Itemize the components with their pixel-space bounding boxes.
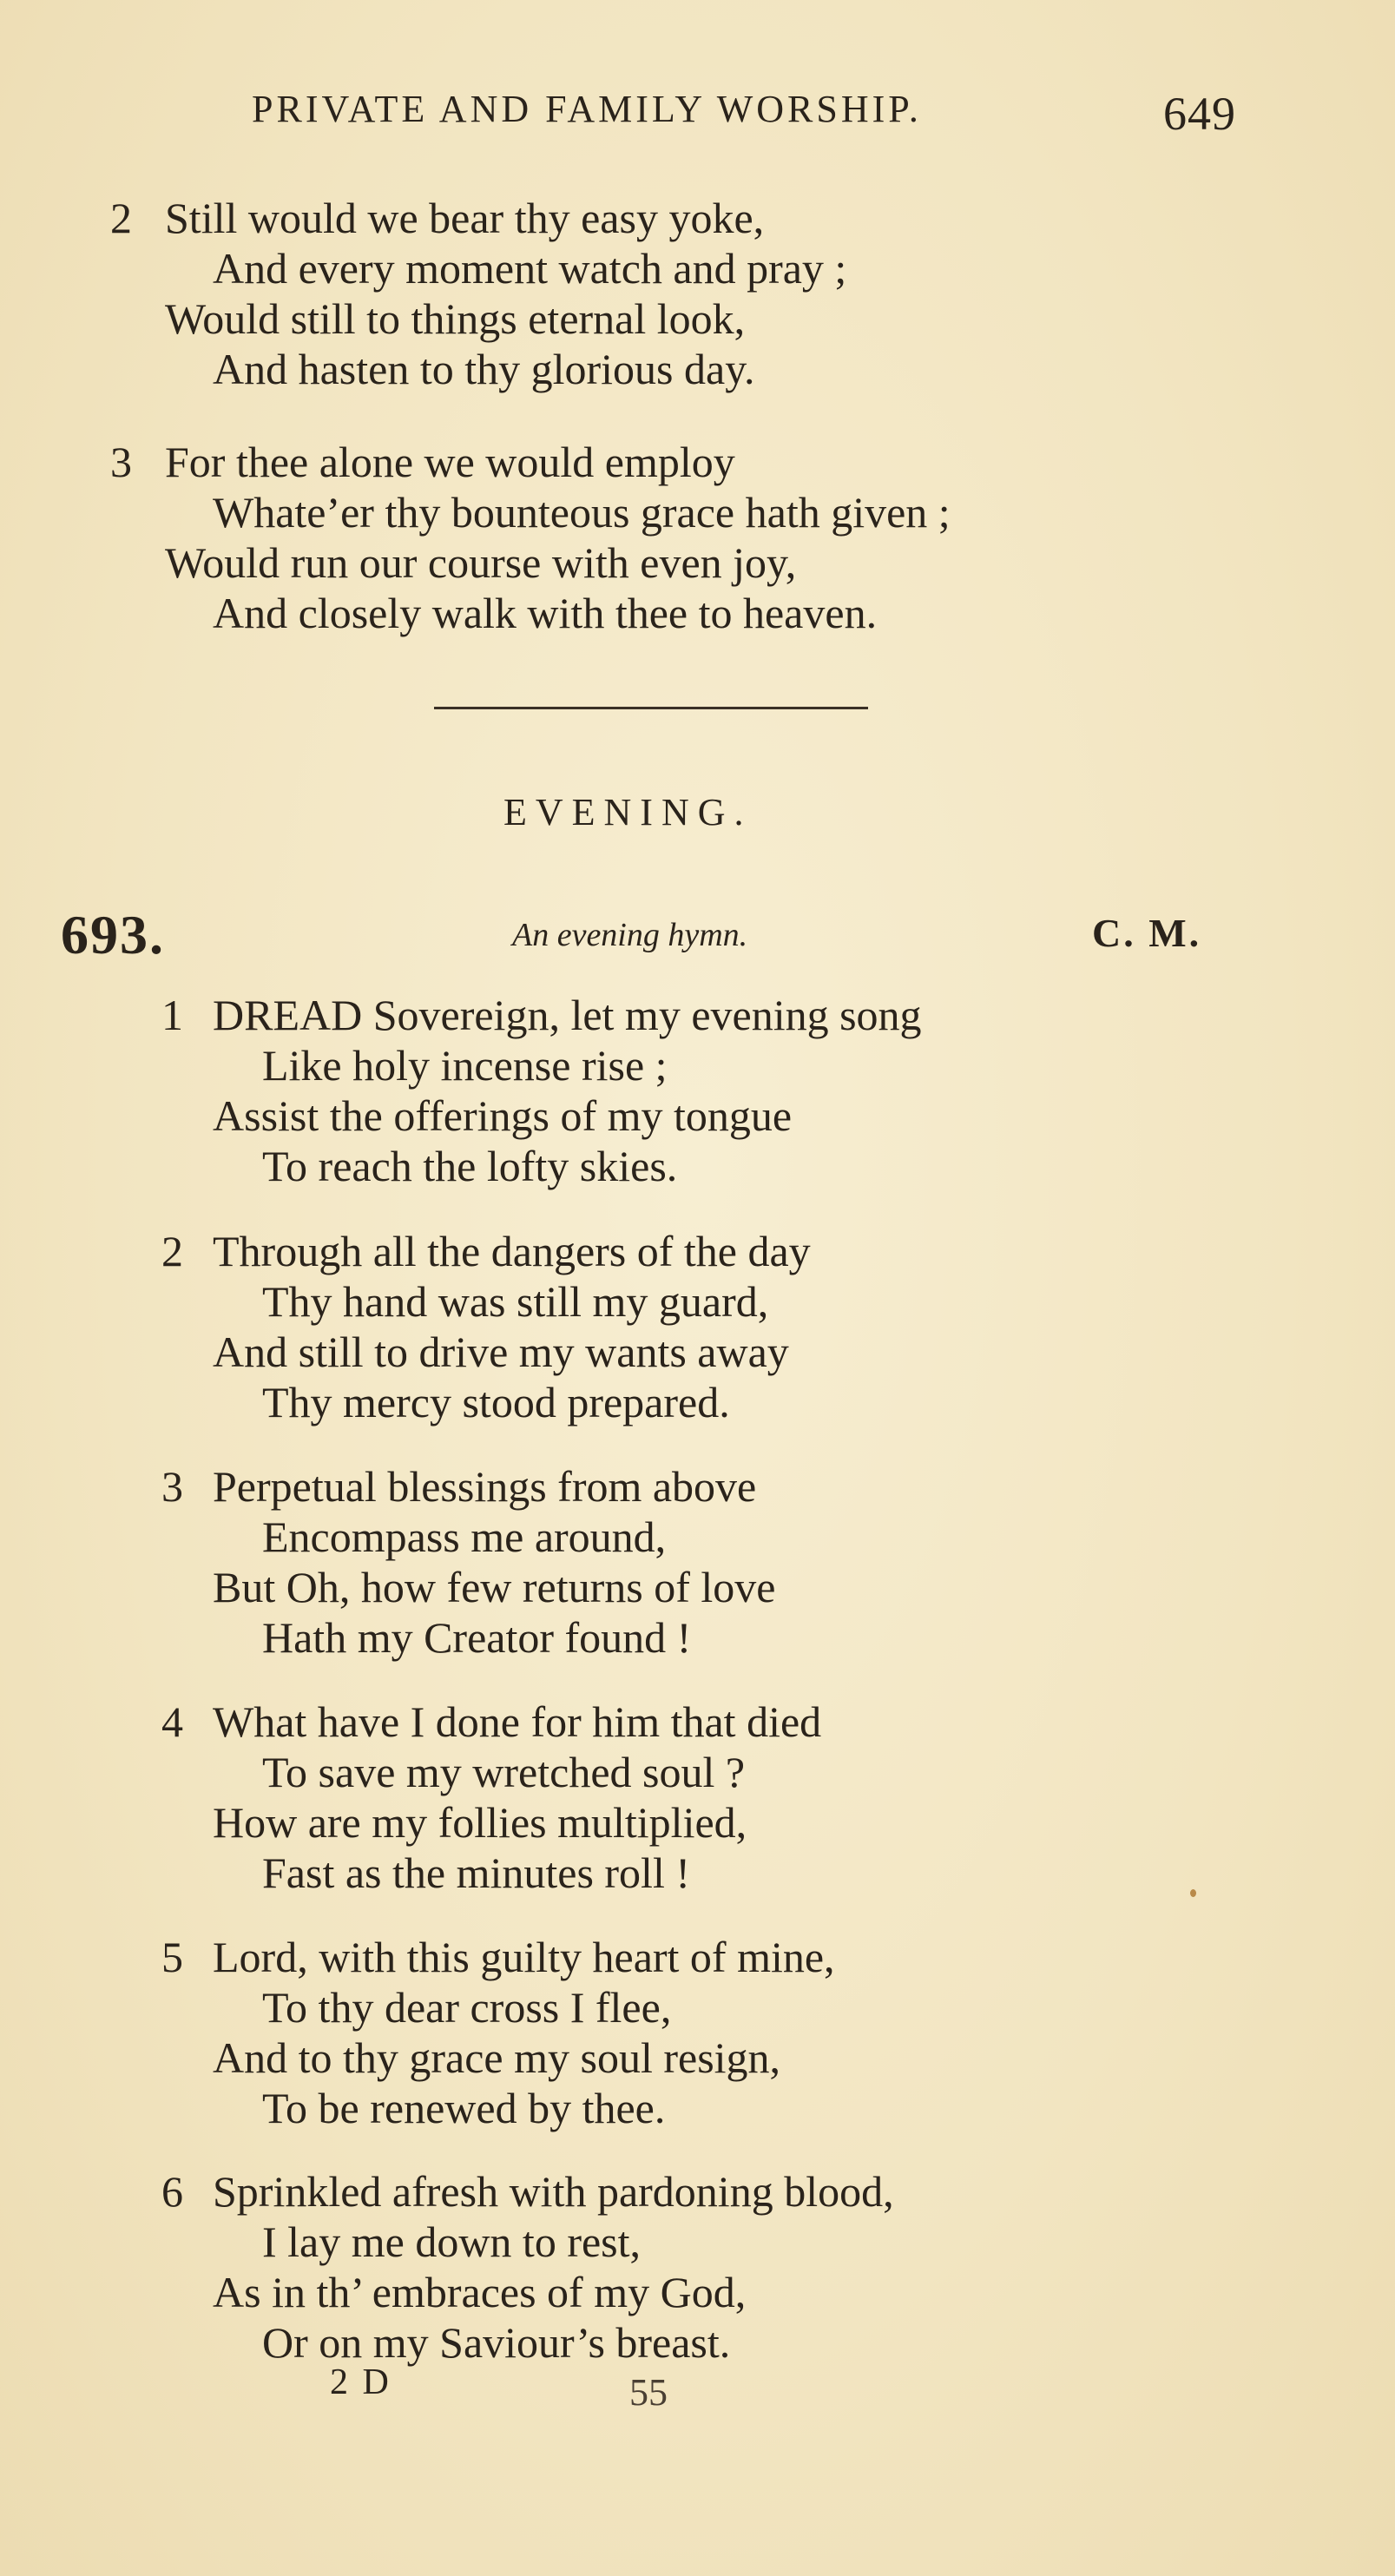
stanza-line: Hath my Creator found ! bbox=[262, 1613, 692, 1662]
stanza-line: Encompass me around, bbox=[262, 1512, 667, 1561]
running-head: PRIVATE AND FAMILY WORSHIP. bbox=[252, 88, 922, 130]
stanza-number: 2 bbox=[161, 1227, 183, 1275]
stanza-number: 5 bbox=[161, 1933, 183, 1981]
stanza-line: And to thy grace my soul resign, bbox=[213, 2033, 781, 2082]
stanza-number: 4 bbox=[161, 1697, 183, 1746]
stanza-line: Fast as the minutes roll ! bbox=[262, 1848, 690, 1897]
stanza-line: Lord, with this guilty heart of mine, bbox=[213, 1933, 835, 1981]
stanza-line: For thee alone we would employ bbox=[165, 438, 735, 486]
section-divider bbox=[434, 707, 868, 709]
stanza-line: Sprinkled afresh with pardoning blood, bbox=[213, 2167, 894, 2216]
stanza-line: And every moment watch and pray ; bbox=[213, 244, 847, 293]
hymn-meter: C. M. bbox=[1092, 911, 1202, 955]
stanza-line: Perpetual blessings from above bbox=[213, 1462, 757, 1511]
stanza-line: Would run our course with even joy, bbox=[165, 538, 797, 587]
stanza-line: I lay me down to rest, bbox=[262, 2217, 642, 2266]
stanza-line: Or on my Saviour’s breast. bbox=[262, 2318, 731, 2367]
stanza-line: Assist the offerings of my tongue bbox=[213, 1091, 793, 1140]
paper-speck bbox=[1190, 1889, 1196, 1897]
stanza-number: 1 bbox=[161, 991, 183, 1039]
stanza-line: Thy hand was still my guard, bbox=[262, 1277, 769, 1326]
page-number: 649 bbox=[1163, 88, 1236, 140]
stanza-line: And still to drive my wants away bbox=[213, 1328, 789, 1376]
signature-mark: 2 D bbox=[330, 2362, 392, 2402]
stanza-line: As in th’ embraces of my God, bbox=[213, 2268, 747, 2316]
stanza-number: 6 bbox=[161, 2167, 183, 2216]
stanza-line: Would still to things eternal look, bbox=[165, 294, 746, 343]
stanza-line: To be renewed by thee. bbox=[262, 2084, 666, 2132]
stanza-line: Like holy incense rise ; bbox=[262, 1041, 668, 1090]
stanza-number: 3 bbox=[110, 438, 132, 486]
stanza-line: Thy mercy stood prepared. bbox=[262, 1378, 730, 1426]
stanza-number: 3 bbox=[161, 1462, 183, 1511]
stanza-number: 2 bbox=[110, 194, 132, 242]
stanza-line: But Oh, how few returns of love bbox=[213, 1563, 776, 1611]
stanza-line: Still would we bear thy easy yoke, bbox=[165, 194, 765, 242]
stanza-line: DREAD Sovereign, let my evening song bbox=[213, 991, 922, 1039]
hymn-title: An evening hymn. bbox=[512, 917, 748, 953]
stanza-line: How are my follies multiplied, bbox=[213, 1798, 747, 1847]
stanza-line: To thy dear cross I flee, bbox=[262, 1983, 672, 2032]
stanza-line: Through all the dangers of the day bbox=[213, 1227, 811, 1275]
folio-number: 55 bbox=[629, 2371, 668, 2414]
hymn-number: 693. bbox=[61, 904, 165, 965]
stanza-line: Whate’er thy bounteous grace hath given ; bbox=[213, 488, 951, 537]
section-title: EVENING. bbox=[503, 791, 753, 833]
stanza-line: To save my wretched soul ? bbox=[262, 1748, 746, 1796]
stanza-line: And hasten to thy glorious day. bbox=[213, 345, 755, 393]
stanza-line: What have I done for him that died bbox=[213, 1697, 822, 1746]
stanza-line: To reach the lofty skies. bbox=[262, 1142, 678, 1190]
stanza-line: And closely walk with thee to heaven. bbox=[213, 589, 878, 637]
